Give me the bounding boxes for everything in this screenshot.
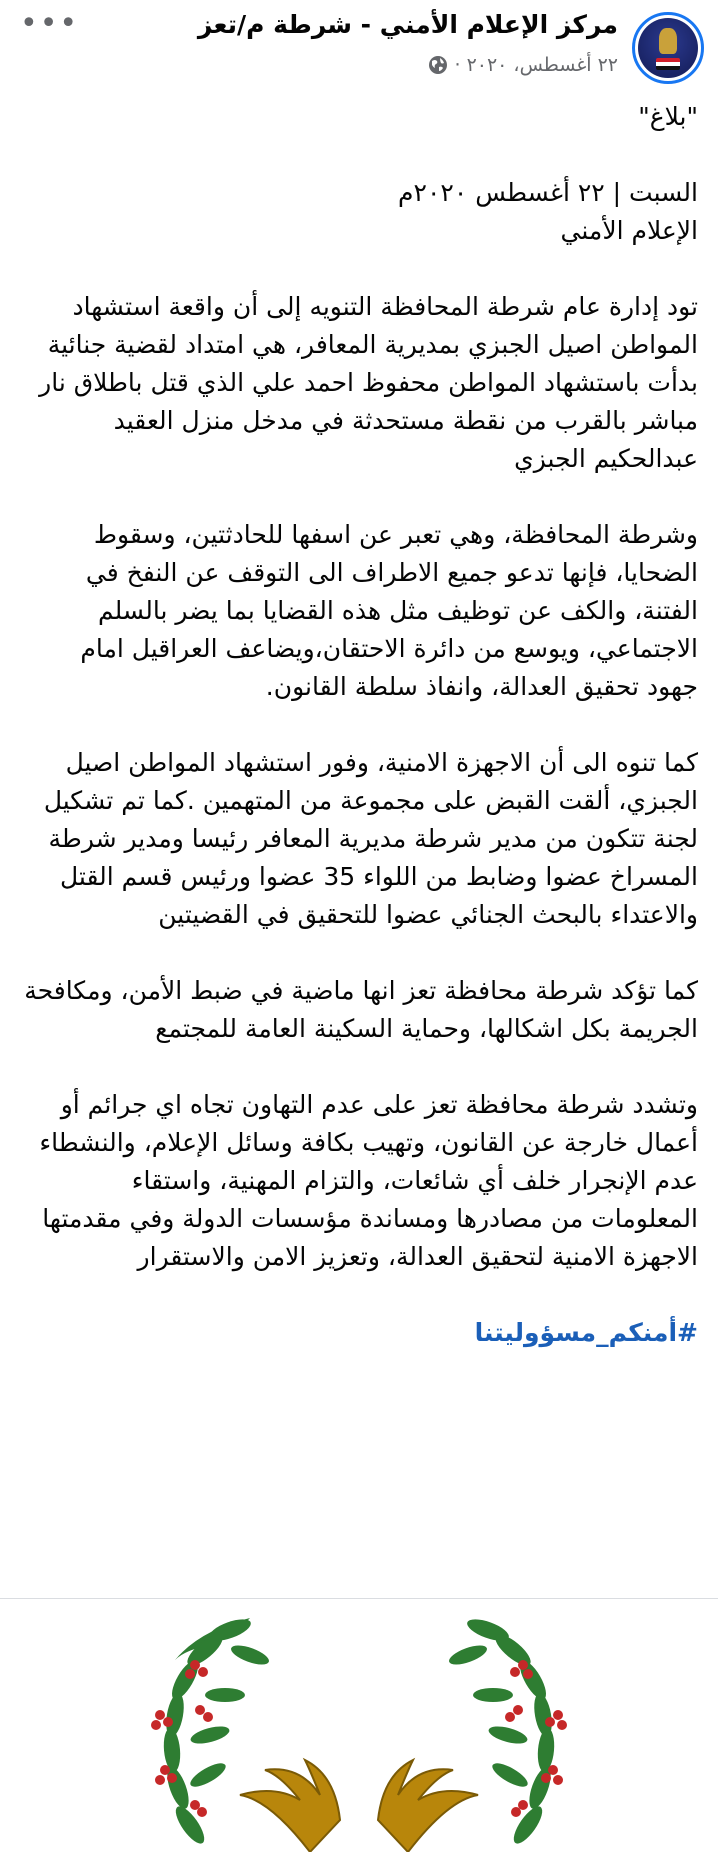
post-title: "بلاغ" [638, 102, 698, 131]
more-options-icon[interactable]: ••• [20, 6, 80, 41]
post-body [22, 98, 698, 1352]
page-avatar[interactable] [632, 12, 704, 84]
avatar-image [638, 18, 698, 78]
post-source-line: الإعلام الأمني [560, 216, 698, 245]
post-date[interactable]: ٢٢ أغسطس، ٢٠٢٠ · [454, 54, 618, 76]
police-emblem-icon [0, 1600, 718, 1852]
paragraph-2: وشرطة المحافظة، وهي تعبر عن اسفها للحادثتين، وسقوط الضحايا، فإنها تدعو جميع الاطراف الى التوقف عن النفخ في الفتنة، والكف عن توظيف مثل هذه القضايا بما يضر بالسلم الاجتماعي، ويوسع من دائرة الاحتقان،ويضاعف العراقيل امام جهود تحقيق العدالة، وانفاذ سلطة القانون. [80, 520, 698, 701]
paragraph-5: وتشدد شرطة محافظة تعز على عدم التهاون تجاه اي جرائم أو أعمال خارجة عن القانون، وتهيب بكافة وسائل الإعلام، والنشطاء عدم الإنجرار خلف أي شائعات، والتزام المهنية، واستقاء المعلومات من مصادرها ومساندة مؤسسات الدولة وفي مقدمتها الاجهزة الامنية لتحقيق العدالة، وتعزيز الامن والاستقرار [39, 1090, 698, 1271]
page-name-link[interactable]: مركز الإعلام الأمني - شرطة م/تعز [197, 10, 618, 39]
post-header [0, 0, 718, 98]
post-meta [428, 54, 618, 76]
divider [0, 1598, 718, 1599]
yemen-flag-icon [656, 58, 680, 70]
post-date-line: السبت | ٢٢ أغسطس ٢٠٢٠م [398, 178, 698, 207]
globe-icon[interactable] [428, 55, 448, 75]
post-image[interactable] [0, 1600, 718, 1852]
hashtag-link[interactable]: #أمنكم_مسؤوليتنا [474, 1318, 698, 1347]
paragraph-4: كما تؤكد شرطة محافظة تعز انها ماضية في ضبط الأمن، ومكافحة الجريمة بكل اشكالها، وحماية السكينة العامة للمجتمع [24, 976, 698, 1043]
avatar-emblem-icon [659, 28, 677, 54]
paragraph-3: كما تنوه الى أن الاجهزة الامنية، وفور استشهاد المواطن اصيل الجبزي، ألقت القبض على مجموعة من المتهمين .كما تم تشكيل لجنة تتكون من مدير شرطة مديرية المعافر رئيسا ومدير شرطة المسراخ عضوا وضابط من اللواء 35 عضوا ورئيس قسم القتل والاعتداء بالبحث الجنائي عضوا للتحقيق في القضيتين [43, 748, 698, 929]
paragraph-1: تود إدارة عام شرطة المحافظة التنويه إلى أن واقعة استشهاد المواطن اصيل الجبزي بمديرية المعافر، هي امتداد لقضية جنائية بدأت باستشهاد المواطن محفوظ احمد علي الذي قتل باطلاق نار مباشر بالقرب من نقطة مستحدثة في مدخل منزل العقيد عبدالحكيم الجبزي [39, 292, 698, 473]
